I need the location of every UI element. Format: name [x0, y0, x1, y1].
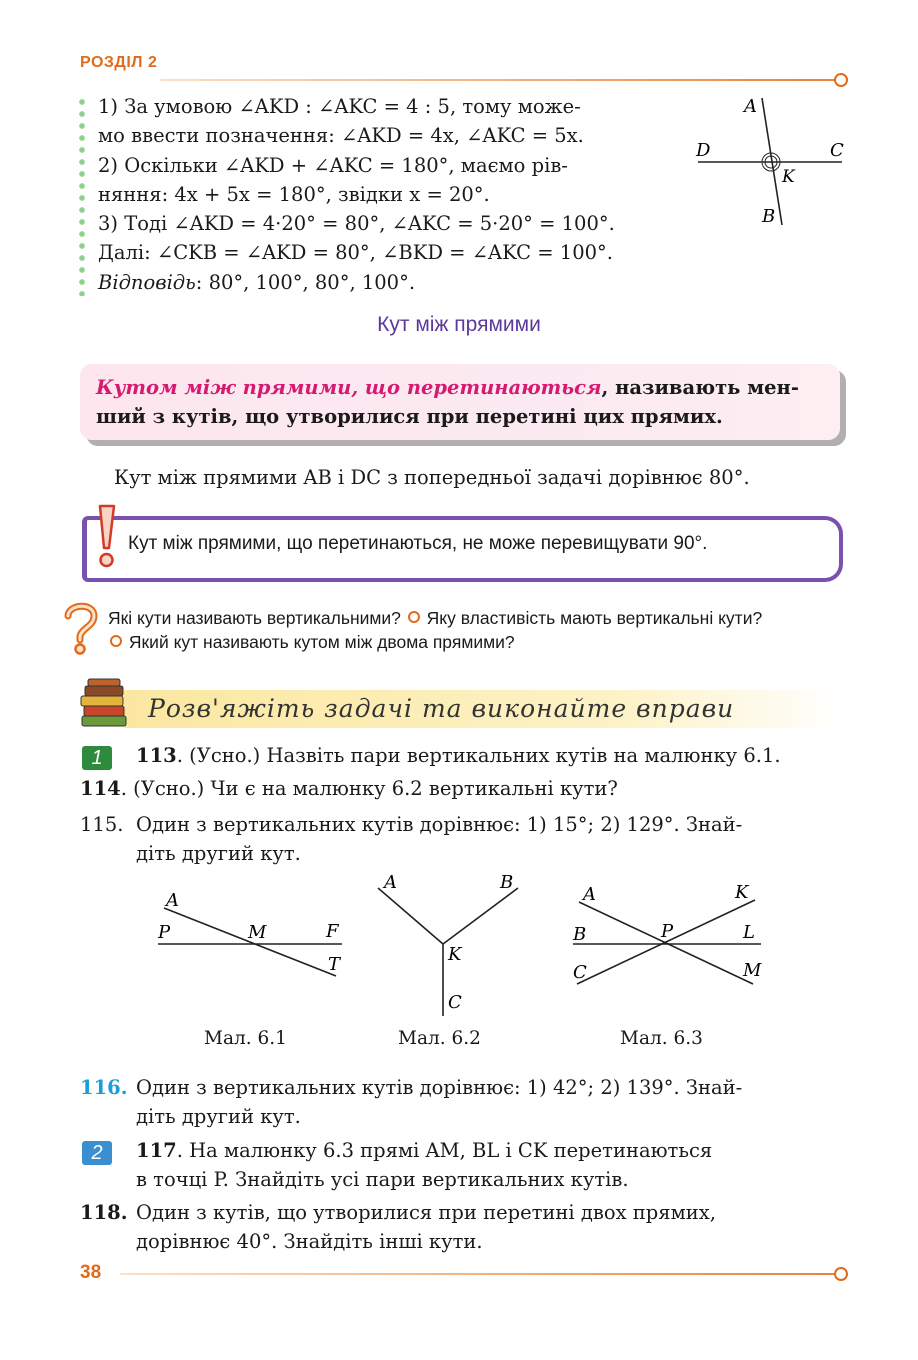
- task-115-line-2: діть другий кут.: [136, 842, 301, 865]
- figure-6-3-caption: Мал. 6.3: [620, 1028, 703, 1049]
- header-rule-end: [834, 73, 848, 87]
- label-b: B: [762, 206, 776, 227]
- answer-value: : 80°, 100°, 80°, 100°.: [195, 271, 416, 294]
- solution-line-1: 1) За умовою ∠AKD : ∠AKC = 4 : 5, тому може-: [98, 95, 581, 118]
- f1-label-a: A: [166, 890, 179, 911]
- solution-line-6: Далі: ∠CKB = ∠AKD = 80°, ∠BKD = ∠AKC = 100°.: [98, 241, 613, 264]
- solution-answer: [98, 268, 415, 297]
- line-ck: [577, 900, 755, 984]
- figure-6-1: [150, 880, 360, 1000]
- line-am: [579, 902, 753, 984]
- f2-label-a: A: [384, 872, 397, 893]
- task-114-num: 114: [80, 777, 121, 800]
- solution-line-3: 2) Оскільки ∠AKD + ∠AKC = 180°, маємо рів-: [98, 154, 568, 177]
- task-115-line-1: Один з вертикальних кутів дорівнює: 1) 15°; 2) 129°. Знай-: [136, 813, 743, 836]
- definition-rest: , називають мен-: [601, 376, 799, 399]
- label-d: D: [696, 140, 711, 161]
- label-c: C: [830, 140, 844, 161]
- task-113-text: . (Усно.) Назвіть пари вертикальних кутів на малюнку 6.1.: [176, 744, 781, 767]
- task-117-text: . На малюнку 6.3 прямі AM, BL і CK перетинаються: [176, 1139, 713, 1162]
- task-117-num: 117: [136, 1139, 177, 1162]
- solution-line-2: мо ввести позначення: ∠AKD = 4x, ∠AKC = 5x.: [98, 124, 584, 147]
- f3-label-a: A: [583, 884, 596, 905]
- figure-6-2-caption: Мал. 6.2: [398, 1028, 481, 1049]
- task-113: [136, 741, 781, 770]
- paragraph: Кут між прямими AB і DC з попередньої задачі дорівнює 80°.: [114, 466, 750, 489]
- f2-label-k: K: [448, 944, 462, 965]
- page-number: 38: [80, 1262, 102, 1283]
- footer-rule: [120, 1273, 836, 1275]
- f3-label-p: P: [661, 921, 674, 942]
- task-113-num: 113: [136, 744, 177, 767]
- label-a: A: [744, 96, 757, 117]
- questions-line-2: [108, 632, 515, 653]
- solution-line-5: 3) Тоді ∠AKD = 4·20° = 80°, ∠AKC = 5·20° = 100°.: [98, 212, 615, 235]
- f1-label-f: F: [326, 921, 339, 942]
- task-118-line-2: дорівнює 40°. Знайдіть інші кути.: [136, 1230, 483, 1253]
- level-1-badge: 1: [82, 746, 112, 770]
- task-117-line-2: в точці P. Знайдіть усі пари вертикальних кутів.: [136, 1168, 629, 1191]
- f3-label-l: L: [743, 922, 755, 943]
- figure-6-1-caption: Мал. 6.1: [204, 1028, 287, 1049]
- f3-label-c: C: [573, 962, 587, 983]
- task-118-num: 118.: [80, 1201, 128, 1224]
- solution-dots: [78, 96, 86, 296]
- answer-label: Відповідь: [98, 271, 196, 294]
- exercises-banner-text: Розв'яжіть задачі та виконайте вправи: [148, 694, 735, 723]
- section-label: РОЗДІЛ 2: [80, 54, 158, 71]
- exclamation-icon: [92, 504, 120, 570]
- f2-label-b: B: [500, 872, 514, 893]
- definition-text: [96, 373, 831, 431]
- section-heading: Кут між прямими: [377, 313, 541, 336]
- f3-label-m: M: [743, 960, 762, 981]
- task-115-num: 115.: [80, 813, 124, 836]
- figure-6-3: [565, 876, 775, 996]
- ray-kb: [443, 888, 518, 944]
- questions-line-1: [108, 608, 762, 629]
- task-116-num: 116.: [80, 1076, 128, 1099]
- definition-emph: Кутом між прямими, що перетинаються: [96, 376, 602, 399]
- label-k: K: [782, 167, 795, 187]
- f2-label-c: C: [448, 992, 462, 1013]
- footer-rule-end: [834, 1267, 848, 1281]
- task-114-text: . (Усно.) Чи є на малюнку 6.2 вертикальні кути?: [120, 777, 618, 800]
- question-3: Який кут називають кутом між двома прямими?: [128, 632, 515, 652]
- question-2: Яку властивість мають вертикальні кути?: [426, 608, 763, 628]
- note-text: Кут між прямими, що перетинаються, не може перевищувати 90°.: [128, 533, 708, 554]
- ray-ka: [378, 888, 443, 944]
- f1-label-p: P: [158, 922, 171, 943]
- bullet-ring-icon: [408, 611, 420, 623]
- books-icon: [78, 678, 130, 730]
- solution-figure: [690, 90, 850, 230]
- question-1: Які кути називають вертикальними?: [108, 608, 401, 628]
- task-116-line-2: діть другий кут.: [136, 1105, 301, 1128]
- f1-label-m: M: [248, 922, 267, 943]
- definition-line-2: ший з кутів, що утворилися при перетині цих прямих.: [96, 405, 723, 428]
- question-icon: [60, 600, 100, 656]
- task-114: [80, 774, 618, 803]
- figure-6-2: [370, 868, 530, 1018]
- task-116-line-1: Один з вертикальних кутів дорівнює: 1) 42°; 2) 139°. Знай-: [136, 1076, 743, 1099]
- task-117-line-1: [136, 1136, 712, 1165]
- level-2-badge: 2: [82, 1141, 112, 1165]
- header-rule: [160, 79, 836, 81]
- f3-label-b: B: [573, 924, 587, 945]
- solution-line-4: няння: 4x + 5x = 180°, звідки x = 20°.: [98, 183, 490, 206]
- f3-label-k: K: [735, 882, 749, 903]
- f1-label-t: T: [328, 954, 341, 975]
- bullet-ring-icon: [110, 635, 122, 647]
- task-118-line-1: Один з кутів, що утворилися при перетині двох прямих,: [136, 1201, 716, 1224]
